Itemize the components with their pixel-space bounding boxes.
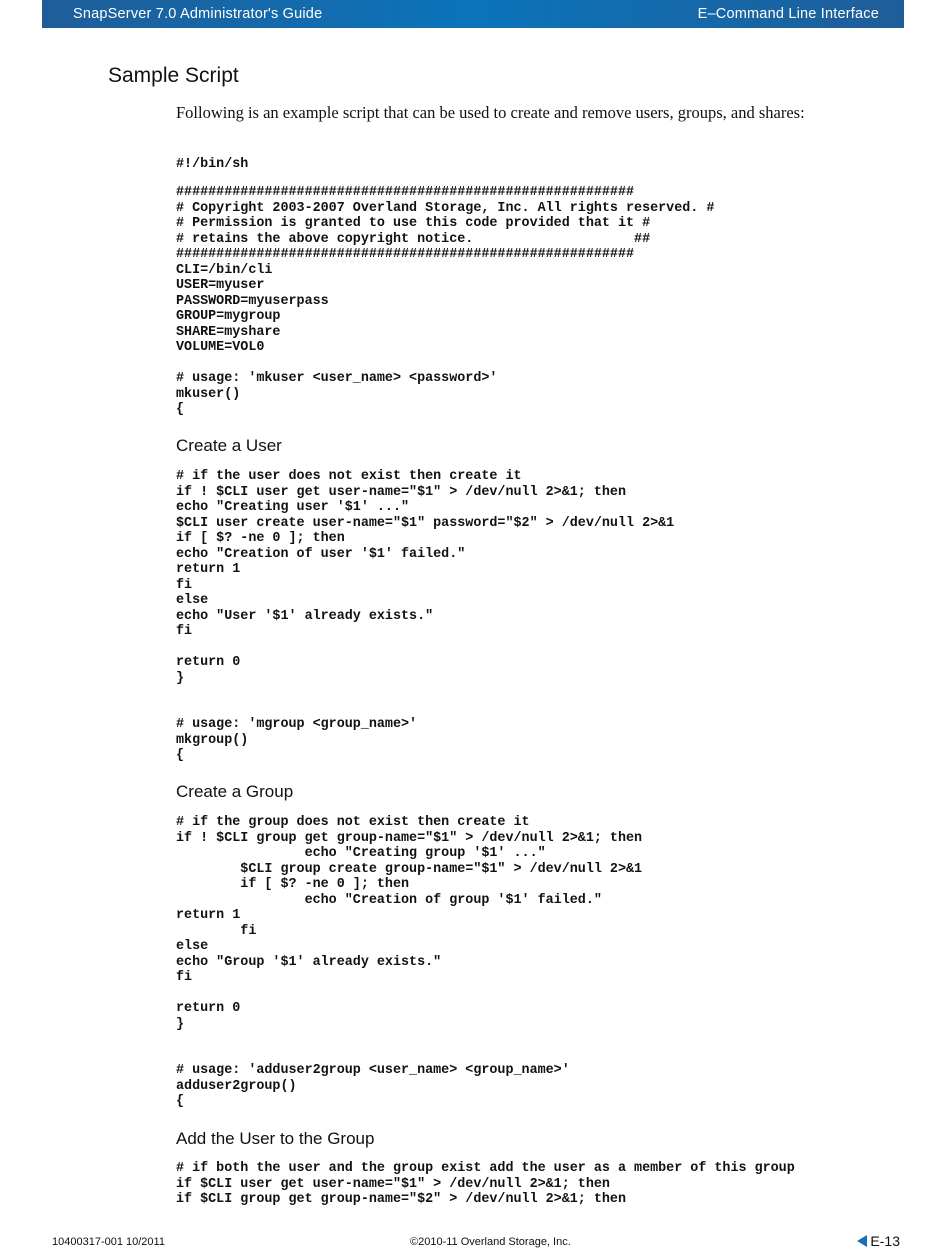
subheading-create-user: Create a User xyxy=(176,436,282,455)
back-arrow-icon[interactable] xyxy=(857,1235,867,1247)
page-header xyxy=(42,0,904,28)
footer-copyright: ©2010-11 Overland Storage, Inc. xyxy=(410,1236,571,1248)
code-block-add-user: # if both the user and the group exist add the user as a member of this group if $CLI user get user-name="$1" > /dev/null 2>&1; then if $CLI group get group-name="$2" > /dev/null 2>&1; then xyxy=(176,1161,795,1207)
code-block-header: ######################################################### # Copyright 2003-2007 Overland Storage, Inc. All rights reserved. # # Permission is granted to use this code provided that it # # retains the above copyright notice. ## ######################################################### CLI=/bin/cli USER=myuser PASSWORD=myuserpass GROUP=mygroup SHARE=myshare VOLUME=VOL0 # usage: 'mkuser <user_name> <password>' mkuser() { xyxy=(176,185,715,417)
page-number-label: E-13 xyxy=(870,1233,900,1249)
subheading-add-user-to-group: Add the User to the Group xyxy=(176,1129,375,1148)
header-chapter-title: E–Command Line Interface xyxy=(697,6,879,22)
code-block-create-group: # if the group does not exist then create it if ! $CLI group get group-name="$1" > /dev/null 2>&1; then echo "Creating group '$1' ..." $CLI group create group-name="$1" > /dev/null 2>&1 if [ $? -ne 0 ]; then echo "Creation of group '$1' failed." return 1 fi else echo "Group '$1' already exists." fi return 0 } # usage: 'adduser2group <user_name> <group_name>' adduser2group() { xyxy=(176,815,643,1109)
section-title: Sample Script xyxy=(108,64,239,87)
header-guide-title: SnapServer 7.0 Administrator's Guide xyxy=(73,6,323,22)
subheading-create-group: Create a Group xyxy=(176,782,294,801)
code-block-create-user: # if the user does not exist then create it if ! $CLI user get user-name="$1" > /dev/null 2>&1; then echo "Creating user '$1' ..." $CLI user create user-name="$1" password="$2" > /dev/null 2>&1 if [ $? -ne 0 ]; then echo "Creation of user '$1' failed." return 1 fi else echo "User '$1' already exists." fi return 0 } # usage: 'mgroup <group_name>' mkgroup() { xyxy=(176,469,675,763)
intro-paragraph: Following is an example script that can be used to create and remove users, groups, and shares: xyxy=(176,103,805,122)
page-number xyxy=(857,1233,900,1249)
footer-doc-id: 10400317-001 10/2011 xyxy=(52,1236,165,1248)
code-shebang: #!/bin/sh xyxy=(176,157,249,172)
